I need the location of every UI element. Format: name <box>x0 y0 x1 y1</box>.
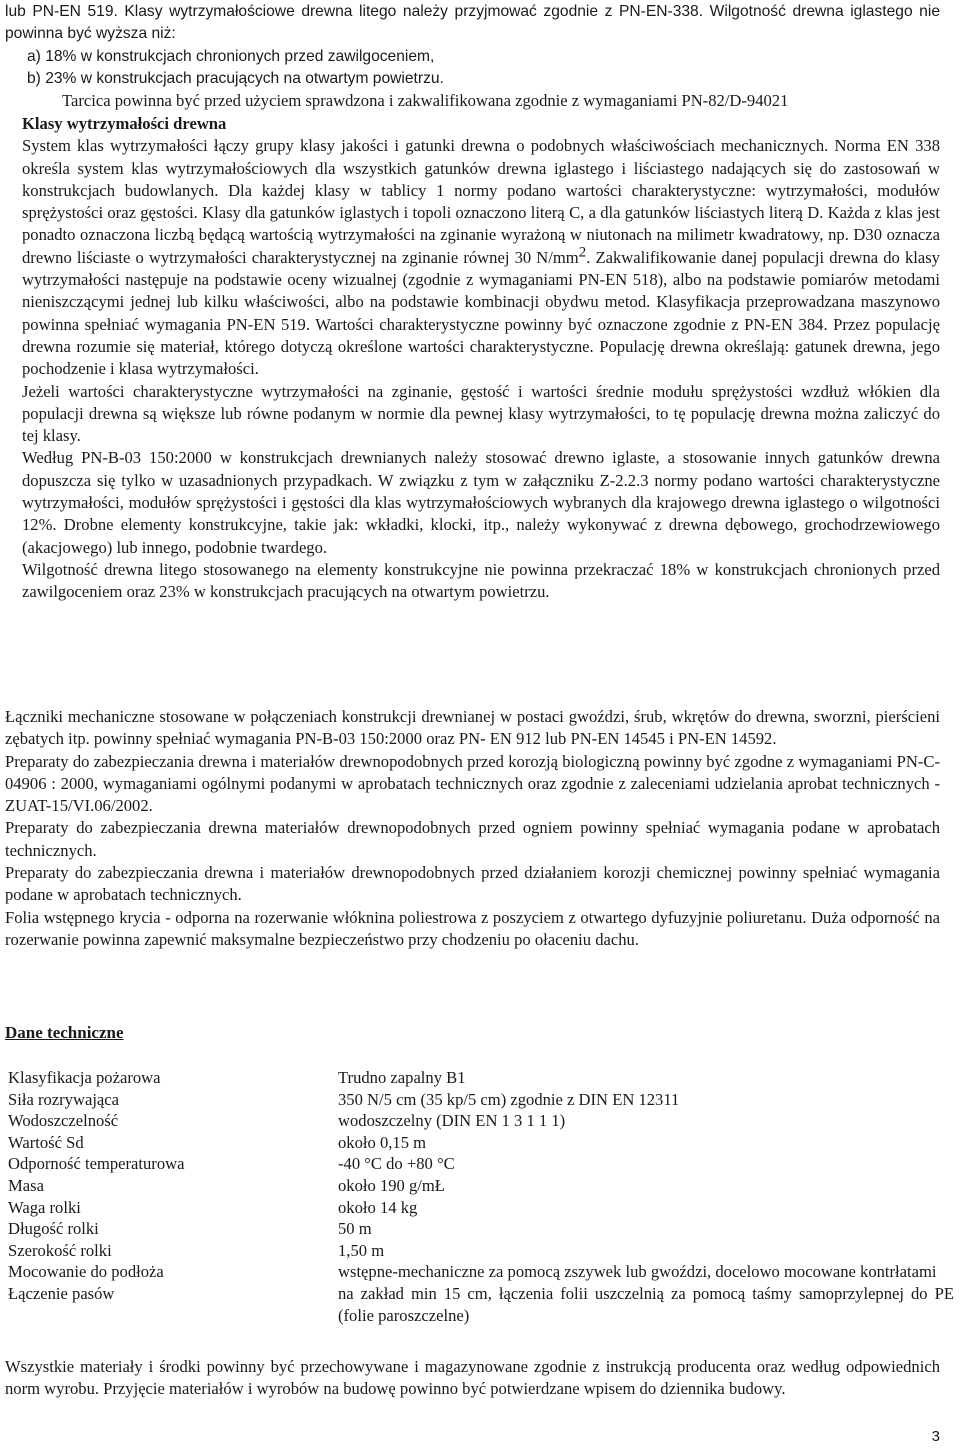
page-number: 3 <box>931 1428 940 1445</box>
misc-section <box>5 706 940 951</box>
klasy-paragraph-1: System klas wytrzymałości łączy grupy klasy jakości i gatunki drewna o podobnych właściwościach mechanicznych. Norma EN 338 określa system klas wytrzymałościowych dla wszystkich gatunków drewna iglastego i liściastego nadających się do zastosowań w konstrukcjach budowlanych. Dla każdej klasy w tablicy 1 normy podano wartości charakterystyczne: wytrzymałości, modułów sprężystości oraz gęstości. Klasy dla gatunków iglastych i topoli oznaczono literą C, a dla gatunków liściastych literą D. Każda z klas jest ponadto oznaczona liczbą będącą wartością wytrzymałości na zginanie wyrażoną w niutonach na milimetr kwadratowy, np. D30 oznacza drewno liściaste o wytrzymałości charakterystycznej na zginanie równej 30 $N/mm^2$. Zakwalifikowanie danej populacji drewna do klasy wytrzymałości następuje na podstawie oceny wizualnej (zgodnie z wymaganiami PN-EN 518), albo na podstawie pomiarów metodami nieniszczącymi jednej lub kilku właściwości, albo na podstawie kombinacji obydwu metod. Klasyfikacja przeprowadzana maszynowo powinna spełniać wymagania PN-EN 519. Wartości charakterystyczne powinny być oznaczone zgodnie z PN-EN 384. Przez populację drewna rozumie się materiał, którego dotyczą określone wartości charakterystyczne. Populację drewna określają: gatunek drewna, jego pochodzenie i klasa wytrzymałości. <box>22 136 940 379</box>
table-value: około 0,15 m <box>338 1132 427 1152</box>
table-row <box>5 1132 957 1154</box>
footer-paragraph: Wszystkie materiały i środki powinny być przechowywane i magazynowane zgodnie z instrukcją producenta oraz według odpowiednich norm wyrobu. Przyjęcie materiałów i wyrobów na budowę powinno być potwierdzane wpisem do dziennika budowy. <box>5 1357 940 1399</box>
klasy-paragraph-2: Jeżeli wartości charakterystyczne wytrzymałości na zginanie, gęstość i wartości średnie modułu sprężystości wzdłuż włókien dla populacji drewna są większe lub równe podanym w normie dla pewnej klasy wytrzymałości, to tę populację drewna można zaliczyć do tej klasy. <box>22 381 940 446</box>
dane-table <box>5 1067 957 1326</box>
klasy-paragraph-3: Według PN-B-03 150:2000 w konstrukcjach drewnianych należy stosować drewno iglaste, a stosowanie innych gatunków drewna dopuszcza się tylko w uzasadnionych przypadkach. W związku z tym w załączniku Z-2.2.3 normy podano wartości charakterystyczne wytrzymałości, modułów sprężystości i gęstości dla klas wytrzymałościowych wybranych dla krajowego drewna iglastego o wilgotności 12%. Drobne elementy konstrukcyjne, takie jak: wkładki, klocki, itp., należy wykonywać z drewna dębowego, grochodrzewiowego (akacjowego) lub innego, podobnie twardego. <box>22 448 940 557</box>
table-key: Wartość Sd <box>8 1132 84 1152</box>
table-key: Szerokość rolki <box>8 1240 112 1260</box>
table-row <box>5 1283 957 1326</box>
superscript-2: 2 <box>578 244 587 261</box>
klasy-paragraph-4: Wilgotność drewna litego stosowanego na elementy konstrukcyjne nie powinna przekraczać 18% w konstrukcjach chronionych przed zawilgoceniem oraz 23% w konstrukcjach pracujących na otwartym powietrzu. <box>22 559 940 602</box>
table-value: -40 °C do +80 °C <box>338 1154 455 1174</box>
table-key: Klasyfikacja pożarowa <box>8 1068 161 1087</box>
table-key: Odporność temperaturowa <box>8 1154 185 1174</box>
table-value: Trudno zapalny B1 <box>338 1068 466 1087</box>
preparaty-paragraph-2: Preparaty do zabezpieczania drewna materiałów drewnopodobnych przed ogniem powinny spełniać wymagania podane w aprobatach technicznych. <box>5 818 940 860</box>
list-item-b: b) 23% w konstrukcjach pracujących na otwartym powietrzu. <box>27 69 444 87</box>
table-key: Waga rolki <box>8 1197 81 1217</box>
table-row <box>5 1197 957 1219</box>
klasy-section <box>22 113 940 604</box>
table-value: na zakład min 15 cm, łączenia folii uszczelnią za pomocą taśmy samoprzylepnej do PE (folie paroszczelne) <box>338 1283 954 1325</box>
table-value: wstępne-mechaniczne za pomocą zszywek lub gwoździ, docelowo mocowane kontrłatami <box>338 1262 937 1282</box>
table-value: około 190 g/mŁ <box>338 1175 445 1195</box>
intro-block <box>5 1 940 90</box>
folia-paragraph: Folia wstępnego krycia - odporna na rozerwanie włóknina poliestrowa z poszyciem z otwartego dyfuzyjnie poliuretanu. Duża odporność na rozerwanie powinna zapewnić maksymalne bezpieczeństwo przy chodzeniu po ołaceniu dachu. <box>5 907 940 949</box>
table-value: około 14 kg <box>338 1197 418 1217</box>
klasy-heading: Klasy wytrzymałości drewna <box>22 114 227 133</box>
dane-heading: Dane techniczne <box>5 1023 124 1042</box>
laczniki-paragraph: Łączniki mechaniczne stosowane w połączeniach konstrukcji drewnianej w postaci gwoździ, śrub, wkrętów do drewna, sworzni, pierścieni zębatych itp. powinny spełniać wymagania PN-B-03 150:2000 oraz PN- EN 912 lub PN-EN 14545 i PN-EN 14592. <box>5 707 940 749</box>
table-key: Długość rolki <box>8 1219 99 1239</box>
table-row <box>5 1240 957 1262</box>
table-row <box>5 1089 957 1111</box>
table-row <box>5 1175 957 1197</box>
list-item-a: a) 18% w konstrukcjach chronionych przed zawilgoceniem, <box>27 47 435 65</box>
table-value: 50 m <box>338 1219 372 1239</box>
table-key: Łączenie pasów <box>8 1283 115 1303</box>
intro-line: lub PN-EN 519. Klasy wytrzymałościowe drewna litego należy przyjmować zgodnie z PN-EN-338. Wilgotność drewna iglastego nie powinna być wyższa niż: <box>5 3 940 43</box>
table-key: Siła rozrywająca <box>8 1089 120 1109</box>
table-key: Wodoszczelność <box>8 1111 119 1131</box>
table-row <box>5 1153 957 1175</box>
table-row <box>5 1067 957 1089</box>
table-row <box>5 1261 957 1283</box>
table-key: Masa <box>8 1175 44 1195</box>
table-key: Mocowanie do podłoża <box>8 1262 164 1282</box>
table-value: wodoszczelny (DIN EN 1 3 1 1 1) <box>338 1111 566 1131</box>
preparaty-paragraph-3: Preparaty do zabezpieczania drewna i materiałów drewnopodobnych przed działaniem korozji chemicznej powinny spełniać wymagania podane w aprobatach technicznych. <box>5 863 940 905</box>
tarcica-line: Tarcica powinna być przed użyciem sprawdzona i zakwalifikowana zgodnie z wymaganiami PN-82/D-94021 <box>62 91 789 110</box>
table-row <box>5 1218 957 1240</box>
table-row <box>5 1110 957 1132</box>
preparaty-paragraph-1: Preparaty do zabezpieczania drewna i materiałów drewnopodobnych przed korozją biologiczną powinny być zgodne z wymaganiami PN-C-04906 : 2000, wymaganiami ogólnymi podanymi w aprobatach technicznych oraz zgodnie z zaleceniami udzielania aprobat technicznych - ZUAT-15/VI.06/2002. <box>5 751 940 816</box>
table-value: 1,50 m <box>338 1240 385 1260</box>
table-value: 350 N/5 cm (35 kp/5 cm) zgodnie z DIN EN 12311 <box>338 1089 680 1109</box>
